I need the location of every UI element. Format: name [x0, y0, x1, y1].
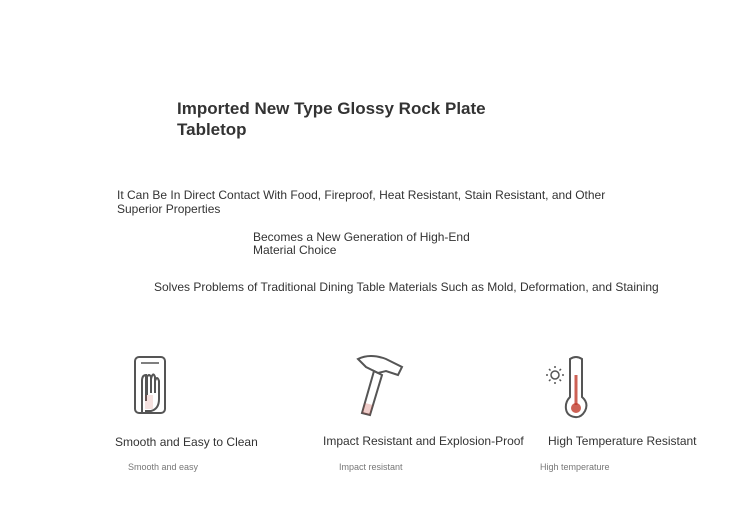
feature-title-impact: Impact Resistant and Explosion-Proof	[323, 434, 524, 448]
page-title: Imported New Type Glossy Rock Plate Tabletop	[177, 99, 486, 139]
hand-wiping-icon	[133, 355, 167, 415]
thermometer-icon	[545, 355, 591, 419]
feature-title-high-temperature: High Temperature Resistant	[548, 434, 697, 448]
description-line-solves-problems: Solves Problems of Traditional Dining Table Materials Such as Mold, Deformation, and Staining	[154, 280, 659, 294]
description-line-food-contact: It Can Be In Direct Contact With Food, Fireproof, Heat Resistant, Stain Resistant, and Other Superior Properties	[117, 188, 606, 216]
feature-subtitle-smooth: Smooth and easy	[128, 462, 199, 472]
feature-subtitle-high-temperature: High temperature	[540, 462, 610, 472]
feature-subtitle-impact: Impact resistant	[339, 462, 403, 472]
feature-title-smooth: Smooth and Easy to Clean	[115, 435, 258, 449]
hammer-icon	[352, 353, 408, 419]
description-line-material-choice: Becomes a New Generation of High-End Material Choice	[253, 230, 470, 257]
